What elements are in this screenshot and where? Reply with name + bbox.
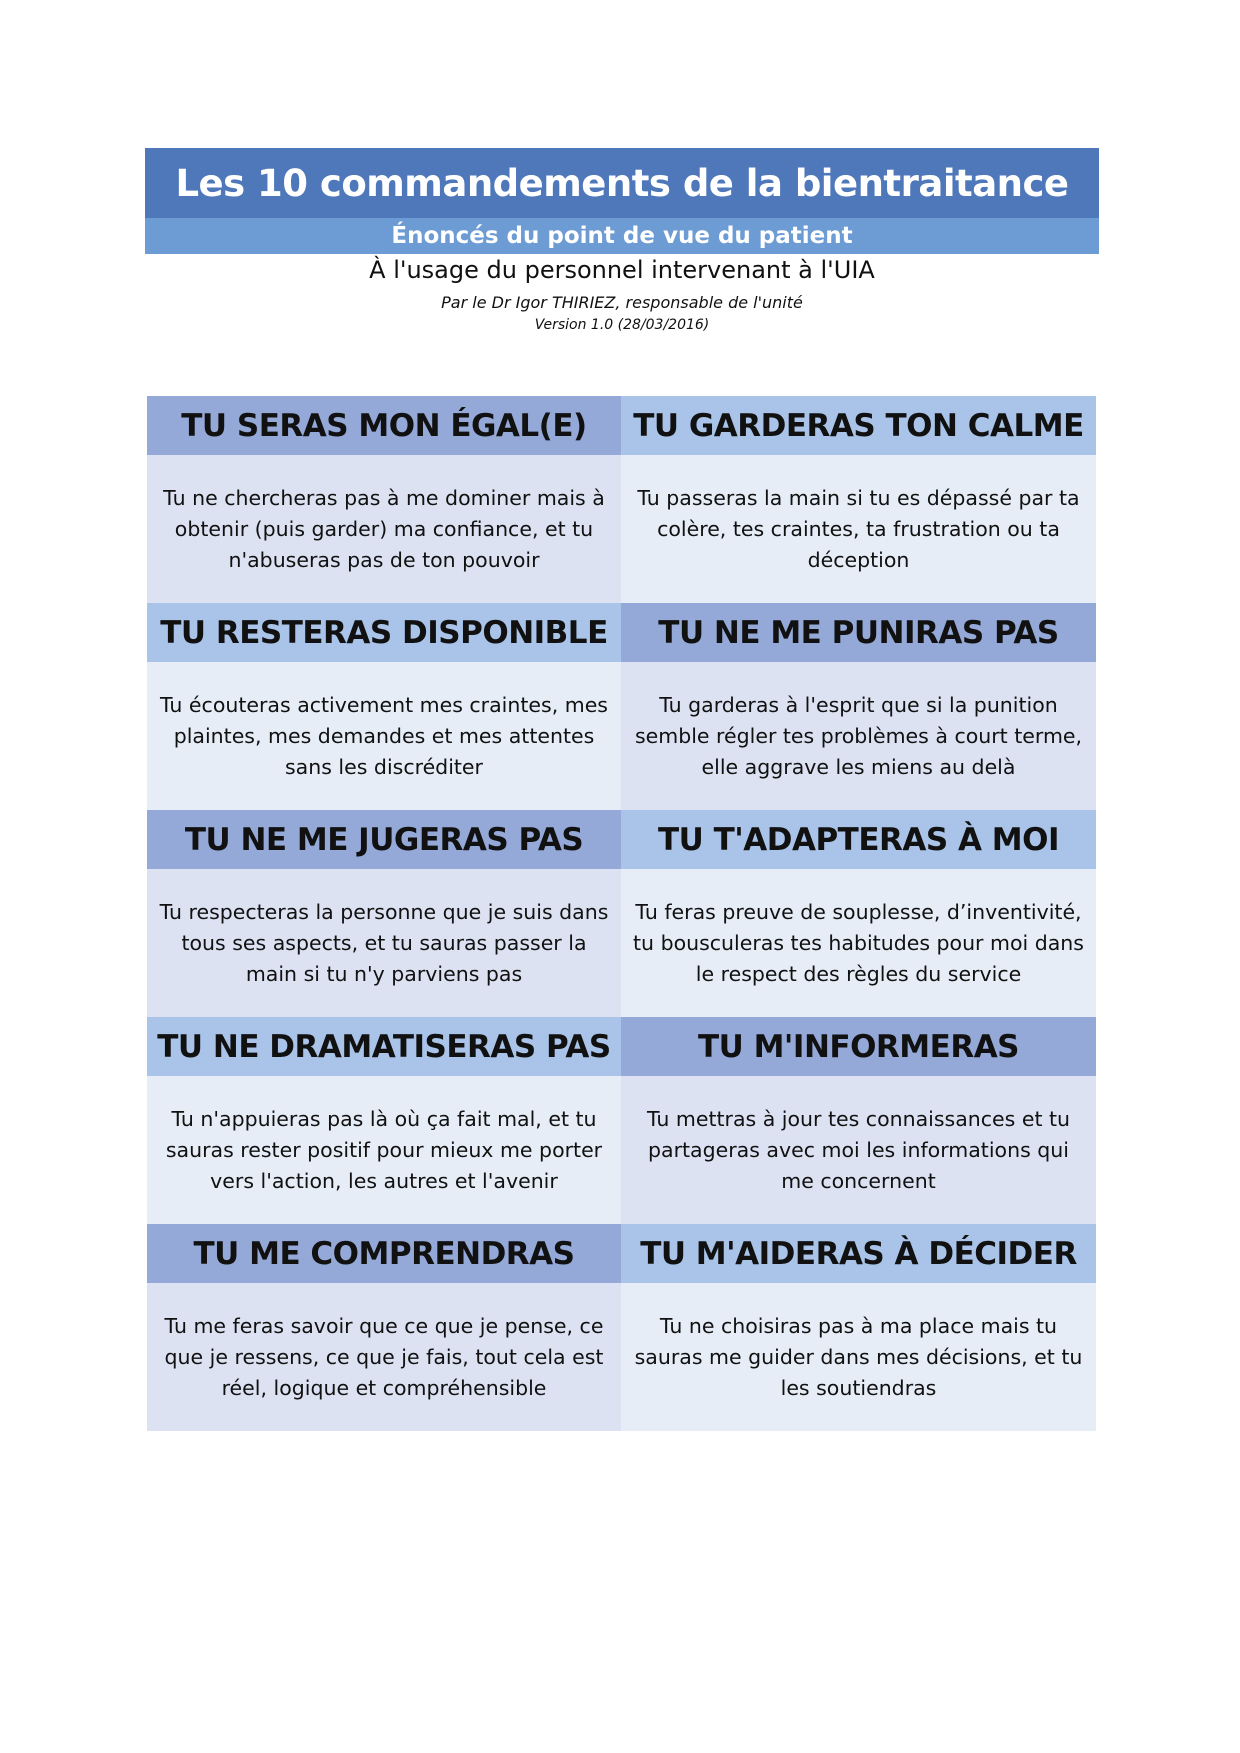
commandments-grid <box>147 396 1096 1431</box>
commandment-10 <box>621 1224 1096 1431</box>
commandment-heading: TU NE ME PUNIRAS PAS <box>621 603 1096 662</box>
commandment-heading: TU SERAS MON ÉGAL(E) <box>147 396 621 455</box>
commandment-4 <box>621 603 1096 810</box>
commandment-heading: TU ME COMPRENDRAS <box>147 1224 621 1283</box>
commandment-heading: TU GARDERAS TON CALME <box>621 396 1096 455</box>
commandment-heading: TU M'AIDERAS À DÉCIDER <box>621 1224 1096 1283</box>
commandment-2 <box>621 396 1096 603</box>
author-line: Par le Dr Igor THIRIEZ, responsable de l'unité <box>441 293 803 312</box>
commandment-heading: TU NE ME JUGERAS PAS <box>147 810 621 869</box>
version-line: Version 1.0 (28/03/2016) <box>534 317 710 333</box>
commandment-7 <box>147 1017 621 1224</box>
commandment-1 <box>147 396 621 603</box>
commandment-text: Tu n'appuieras pas là où ça fait mal, et tu sauras rester positif pour mieux me porter vers l'action, les autres et l'avenir <box>147 1076 621 1224</box>
commandment-9 <box>147 1224 621 1431</box>
commandment-text: Tu feras preuve de souplesse, d’inventivité, tu bousculeras tes habitudes pour moi dans le respect des règles du service <box>621 869 1096 1017</box>
commandment-heading: TU RESTERAS DISPONIBLE <box>147 603 621 662</box>
commandment-heading: TU T'ADAPTERAS À MOI <box>621 810 1096 869</box>
commandment-text: Tu garderas à l'esprit que si la punition semble régler tes problèmes à court terme, elle aggrave les miens au delà <box>621 662 1096 810</box>
commandment-text: Tu respecteras la personne que je suis dans tous ses aspects, et tu sauras passer la main si tu n'y parviens pas <box>147 869 621 1017</box>
commandment-text: Tu me feras savoir que ce que je pense, ce que je ressens, ce que je fais, tout cela est réel, logique et compréhensible <box>147 1283 621 1431</box>
commandment-text: Tu ne chercheras pas à me dominer mais à obtenir (puis garder) ma confiance, et tu n'abuseras pas de ton pouvoir <box>147 455 621 603</box>
page-subtitle: Énoncés du point de vue du patient <box>391 223 853 249</box>
subtitle-banner <box>145 218 1099 254</box>
commandment-5 <box>147 810 621 1017</box>
page-title: Les 10 commandements de la bientraitance <box>175 161 1069 205</box>
commandment-text: Tu ne choisiras pas à ma place mais tu sauras me guider dans mes décisions, et tu les soutiendras <box>621 1283 1096 1431</box>
commandment-heading: TU M'INFORMERAS <box>621 1017 1096 1076</box>
commandment-8 <box>621 1017 1096 1224</box>
commandment-text: Tu passeras la main si tu es dépassé par ta colère, tes craintes, ta frustration ou ta déception <box>621 455 1096 603</box>
usage-line: À l'usage du personnel intervenant à l'UIA <box>369 256 875 284</box>
commandment-text: Tu mettras à jour tes connaissances et tu partageras avec moi les informations qui me concernent <box>621 1076 1096 1224</box>
commandment-3 <box>147 603 621 810</box>
commandment-text: Tu écouteras activement mes craintes, mes plaintes, mes demandes et mes attentes sans les discréditer <box>147 662 621 810</box>
commandment-heading: TU NE DRAMATISERAS PAS <box>147 1017 621 1076</box>
title-banner <box>145 148 1099 218</box>
commandment-6 <box>621 810 1096 1017</box>
